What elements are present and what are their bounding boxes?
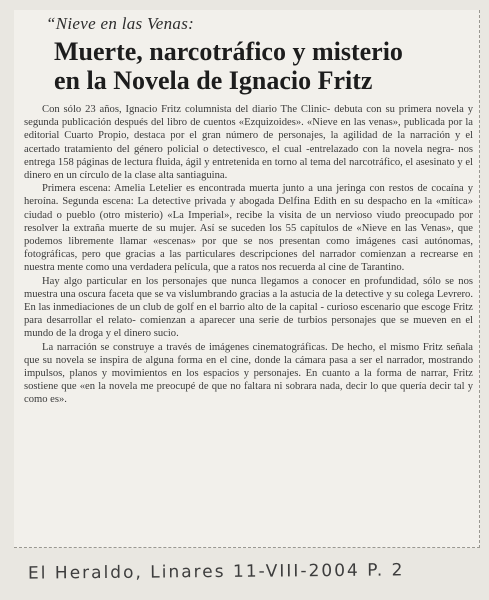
headline-line-1: Muerte, narcotráfico y misterio (54, 37, 403, 66)
newspaper-clipping (14, 10, 480, 548)
headline-line-2: en la Novela de Ignacio Fritz (54, 66, 373, 95)
article-body (24, 103, 473, 407)
article-headline (24, 37, 473, 95)
article-paragraph: Con sólo 23 años, Ignacio Fritz columnista del diario The Clinic- debuta con su primera novela y segunda publicación después del libro de cuentos «Ezquizoides». «Nieve en las venas», publicada por la editorial Cuarto Propio, destaca por el gran número de personajes, la agilidad de la narración y el acertado tratamiento del género policial o detectivesco, el cual -entrelazado con la novela negra- nos entrega 158 páginas de lectura fluida, ágil y entretenida en torno al tema del narcotráfico, el asesinato y el dinero en un círculo de la clase alta santiaguina. (24, 104, 473, 182)
article-paragraph: La narración se construye a través de imágenes cinematográficas. De hecho, el mismo Fritz señala que su novela se inspira de alguna forma en el cine, donde la cámara pasa a ser el narrador, mostrando impulsos, planos y movimientos en los espacios y personajes. En cuanto a la forma de narrar, Fritz sostiene que «en la novela me preocupé de que no faltara ni sobrara nada, decir lo que quería decir tal y como es». (24, 341, 473, 406)
article-paragraph: Hay algo particular en los personajes que nunca llegamos a conocer en profundidad, sólo se nos muestra una oscura faceta que se va vislumbrando gracias a la astucia de la detective y su colega Levrero. En las inmediaciones de un club de golf en el barrio alto de la capital - curioso escenario que escoge Fritz para desarrollar el relato- comienzan a aparecer una serie de turbios personajes que se mueven en el mundo de la droga y el dinero sucio. (24, 275, 473, 340)
handwritten-source-note: El Heraldo, Linares 11-VIII-2004 P. 2 (27, 560, 405, 584)
article-kicker: “Nieve en las Venas: (46, 14, 195, 33)
article-paragraph: Primera escena: Amelia Letelier es encontrada muerta junto a una jeringa con restos de cocaína y heroína. Segunda escena: La detective privada y abogada Delfina Edith en su despacho en la «mítica» ciudad o pueblo (otro misterio) «La Imperial», recibe la visita de un nervioso viudo preocupado por resolver la extraña muerte de su mujer. Así se suceden los 55 capítulos de «Nieve en las Venas», que podemos libremente llamar «escenas» por que se nos presentan como imágenes casi autónomas, fotográficas, pero que gracias a las particulares descripciones del narrador comienzan a recrearse en nuestra mente como una verdadera película, que a ratos nos recuerda al cine de Tarantino. (24, 183, 473, 274)
